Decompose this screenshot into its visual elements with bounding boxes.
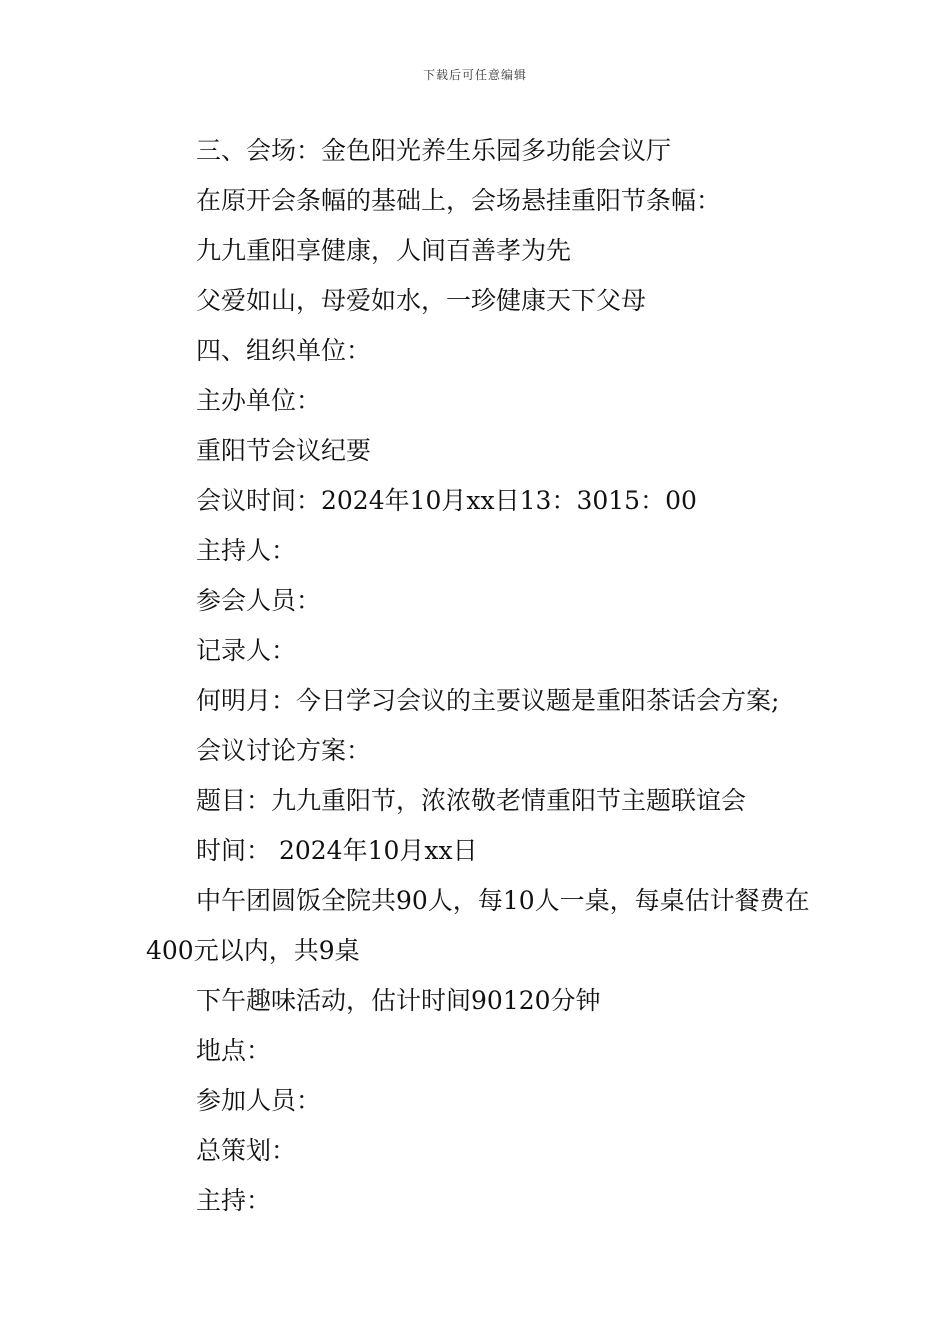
paragraph-chair: 主持人： [196, 536, 297, 565]
paragraph-venue: 三、会场：金色阳光养生乐园多功能会议厅 [196, 136, 672, 165]
paragraph-recorder: 记录人： [196, 636, 297, 665]
paragraph-banner-line-1: 九九重阳享健康，人间百善孝为先 [196, 236, 572, 265]
paragraph-participants: 参加人员： [196, 1086, 322, 1115]
page-header: 下载后可任意编辑 [422, 68, 527, 82]
paragraph-host: 主持： [196, 1186, 272, 1215]
paragraph-afternoon-activity: 下午趣味活动，估计时间90120分钟 [196, 986, 601, 1015]
document-body [146, 126, 816, 1226]
paragraph-main-topic: 何明月：今日学习会议的主要议题是重阳茶话会方案; [196, 686, 780, 715]
paragraph-host-unit: 主办单位： [196, 386, 322, 415]
paragraph-event-title: 题目：九九重阳节，浓浓敬老情重阳节主题联谊会 [196, 786, 747, 815]
paragraph-minutes-title: 重阳节会议纪要 [196, 436, 372, 465]
paragraph-banner-intro: 在原开会条幅的基础上，会场悬挂重阳节条幅： [196, 186, 722, 215]
paragraph-meeting-time: 会议时间：2024年10月xx日13：3015：00 [196, 486, 697, 515]
paragraph-discussion-heading: 会议讨论方案： [196, 736, 372, 765]
paragraph-organizer-heading: 四、组织单位： [196, 336, 372, 365]
paragraph-attendees: 参会人员： [196, 586, 322, 615]
paragraph-event-time: 时间： 2024年10月xx日 [196, 836, 478, 865]
paragraph-planner: 总策划： [196, 1136, 297, 1165]
paragraph-banner-line-2: 父爱如山，母爱如水，一珍健康天下父母 [196, 286, 647, 315]
paragraph-location: 地点： [196, 1036, 272, 1065]
paragraph-lunch: 中午团圆饭全院共90人，每10人一桌，每桌估计餐费在400元以内，共9桌 [146, 886, 810, 965]
